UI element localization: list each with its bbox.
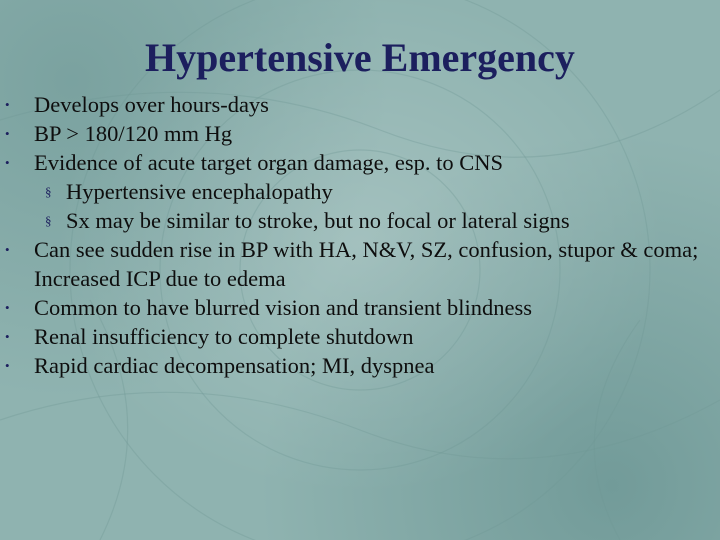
section-marker-icon: § [45, 184, 52, 199]
bullet-text: Can see sudden rise in BP with HA, N&V, SZ, confusion, stupor & coma; Increased ICP due to edema [34, 237, 699, 291]
sub-bullet-text: Sx may be similar to stroke, but no focal or lateral signs [66, 208, 570, 233]
bullet-text: Renal insufficiency to complete shutdown [34, 324, 414, 349]
bullet-text: Rapid cardiac decompensation; MI, dyspnea [34, 353, 435, 378]
sub-bullet-text: Hypertensive encephalopathy [66, 179, 333, 204]
bullet-item [0, 148, 720, 177]
section-marker-icon: § [45, 213, 52, 228]
bullet-item [0, 293, 720, 322]
bullet-text: Develops over hours-days [34, 92, 269, 117]
bullet-marker-icon: • [5, 126, 10, 141]
bullet-marker-icon: • [5, 97, 10, 112]
bullet-list [0, 90, 720, 380]
bullet-item [0, 90, 720, 119]
bullet-text: Common to have blurred vision and transient blindness [34, 295, 533, 320]
bullet-text: BP > 180/120 mm Hg [34, 121, 233, 146]
bullet-marker-icon: • [5, 300, 10, 315]
bullet-marker-icon: • [5, 155, 10, 170]
bullet-item [0, 322, 720, 351]
bullet-item [0, 119, 720, 148]
sub-bullet-group [0, 177, 720, 235]
bullet-text: Evidence of acute target organ damage, esp. to CNS [34, 150, 504, 175]
bullet-marker-icon: • [5, 329, 10, 344]
sub-bullet-list [32, 177, 720, 235]
slide-title: Hypertensive Emergency [145, 35, 575, 80]
bullet-item [0, 235, 720, 293]
bullet-item [0, 351, 720, 380]
bullet-marker-icon: • [5, 358, 10, 373]
sub-bullet-item [32, 177, 720, 206]
bullet-marker-icon: • [5, 242, 10, 257]
sub-bullet-item [32, 206, 720, 235]
